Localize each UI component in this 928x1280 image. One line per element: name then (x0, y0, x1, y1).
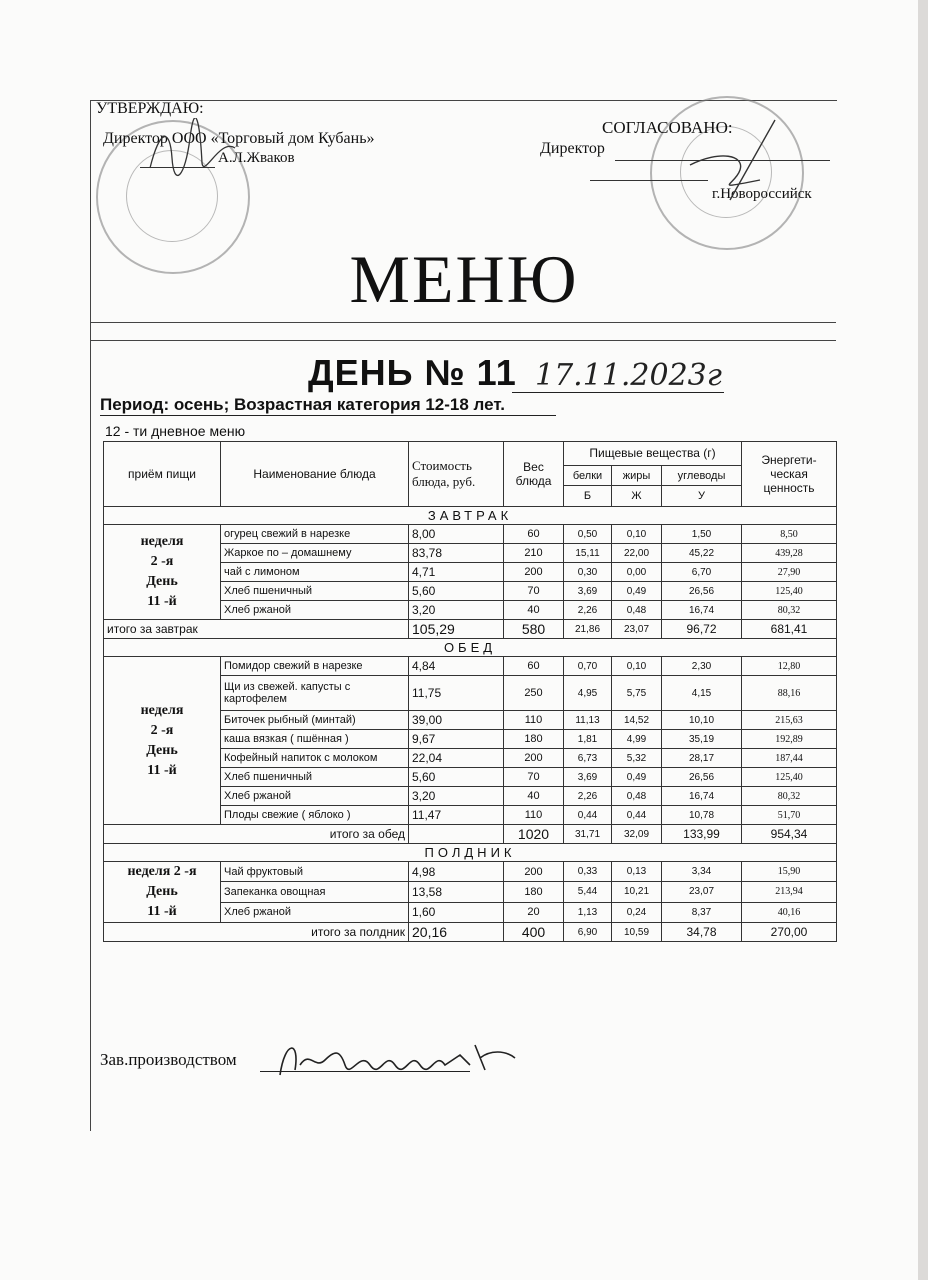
meal-line: неделя (140, 702, 184, 718)
col-weight: Вес блюда (504, 442, 564, 507)
table-row (104, 862, 837, 882)
approve-label: УТВЕРЖДАЮ: (96, 100, 204, 117)
dish-protein: 1,81 (564, 730, 612, 749)
dish-weight: 180 (504, 882, 564, 902)
dish-name: Хлеб ржаной (221, 787, 409, 806)
dish-carbs: 1,50 (662, 525, 742, 544)
meal-line: День (146, 742, 178, 758)
dish-cost: 11,47 (409, 806, 504, 825)
dish-cost: 4,84 (409, 657, 504, 676)
dish-fat: 10,21 (612, 882, 662, 902)
total-label: итого за обед (104, 825, 409, 844)
total-row (104, 620, 837, 639)
meal-line: 2 -я (150, 722, 174, 738)
col-energy: Энергети-ческая ценность (742, 442, 837, 507)
dish-cost: 8,00 (409, 525, 504, 544)
meal-line: 11 -й (147, 762, 177, 778)
dish-energy: 51,70 (742, 806, 837, 825)
page-edge-shadow (918, 0, 928, 1280)
dish-energy: 213,94 (742, 882, 837, 902)
total-row (104, 825, 837, 844)
total-cost (409, 825, 504, 844)
col-protein-short: Б (564, 486, 612, 507)
dish-energy: 88,16 (742, 676, 837, 711)
dish-carbs: 10,78 (662, 806, 742, 825)
dish-fat: 4,99 (612, 730, 662, 749)
total-carbs: 96,72 (662, 620, 742, 639)
total-carbs: 34,78 (662, 923, 742, 942)
dish-cost: 3,20 (409, 787, 504, 806)
col-carbs: углеводы (662, 465, 742, 486)
dish-carbs: 2,30 (662, 657, 742, 676)
dish-carbs: 28,17 (662, 749, 742, 768)
dish-carbs: 35,19 (662, 730, 742, 749)
dish-fat: 5,75 (612, 676, 662, 711)
signature-left (140, 118, 250, 188)
dish-cost: 5,60 (409, 768, 504, 787)
approve-name: А.Л.Жваков (218, 150, 295, 166)
dish-cost: 3,20 (409, 601, 504, 620)
day-label: ДЕНЬ № 11 (308, 352, 517, 393)
dish-weight: 110 (504, 806, 564, 825)
total-carbs: 133,99 (662, 825, 742, 844)
dish-protein: 6,73 (564, 749, 612, 768)
manager-signature (270, 1030, 530, 1090)
dish-fat: 0,49 (612, 768, 662, 787)
dish-name: каша вязкая ( пшённая ) (221, 730, 409, 749)
dish-carbs: 8,37 (662, 902, 742, 922)
meal-cell (104, 862, 221, 923)
table-row (104, 657, 837, 676)
dish-name: огурец свежий в нарезке (221, 525, 409, 544)
dish-fat: 0,48 (612, 787, 662, 806)
dish-protein: 0,33 (564, 862, 612, 882)
dish-protein: 2,26 (564, 601, 612, 620)
dish-name: Жаркое по – домашнему (221, 544, 409, 563)
dish-name: Кофейный напиток с молоком (221, 749, 409, 768)
dish-protein: 0,30 (564, 563, 612, 582)
total-energy: 681,41 (742, 620, 837, 639)
dish-cost: 39,00 (409, 711, 504, 730)
col-nutrients: Пищевые вещества (г) (564, 442, 742, 466)
dish-weight: 40 (504, 601, 564, 620)
page-title: МЕНЮ (349, 241, 579, 317)
meal-line: День (146, 884, 178, 899)
total-fat: 32,09 (612, 825, 662, 844)
dish-protein: 11,13 (564, 711, 612, 730)
dish-weight: 200 (504, 563, 564, 582)
dish-cost: 4,71 (409, 563, 504, 582)
dish-weight: 60 (504, 657, 564, 676)
dish-energy: 15,90 (742, 862, 837, 882)
dish-fat: 0,24 (612, 902, 662, 922)
dish-energy: 40,16 (742, 902, 837, 922)
agreed-city: г.Новороссийск (712, 186, 812, 202)
manager-label: Зав.производством (100, 1050, 237, 1069)
dish-name: Щи из свежей. капусты с картофелем (221, 676, 409, 711)
dish-fat: 14,52 (612, 711, 662, 730)
dish-name: Помидор свежий в нарезке (221, 657, 409, 676)
dish-name: Плоды свежие ( яблоко ) (221, 806, 409, 825)
dish-fat: 0,00 (612, 563, 662, 582)
dish-protein: 2,26 (564, 787, 612, 806)
dish-cost: 4,98 (409, 862, 504, 882)
dish-energy: 12,80 (742, 657, 837, 676)
dish-weight: 40 (504, 787, 564, 806)
section-title: ОБЕД (104, 639, 837, 657)
dish-energy: 125,40 (742, 768, 837, 787)
dish-carbs: 26,56 (662, 582, 742, 601)
meal-line: неделя (140, 534, 184, 549)
signature-right (650, 110, 790, 210)
dish-carbs: 45,22 (662, 544, 742, 563)
meal-cell (104, 525, 221, 620)
agreed-label: СОГЛАСОВАНО: (602, 118, 733, 137)
section-title: ЗАВТРАК (104, 507, 837, 525)
dish-fat: 5,32 (612, 749, 662, 768)
period-line: Период: осень; Возрастная категория 12-18 лет. (100, 395, 505, 414)
dish-fat: 0,49 (612, 582, 662, 601)
dish-name: Хлеб пшеничный (221, 768, 409, 787)
col-protein: белки (564, 465, 612, 486)
meal-line: День (146, 574, 178, 589)
dish-carbs: 6,70 (662, 563, 742, 582)
dish-weight: 210 (504, 544, 564, 563)
dish-weight: 20 (504, 902, 564, 922)
dish-carbs: 4,15 (662, 676, 742, 711)
dish-energy: 8,50 (742, 525, 837, 544)
dish-weight: 250 (504, 676, 564, 711)
dish-protein: 5,44 (564, 882, 612, 902)
total-weight: 1020 (504, 825, 564, 844)
dish-name: Хлеб ржаной (221, 902, 409, 922)
dish-protein: 3,69 (564, 582, 612, 601)
col-fat-short: Ж (612, 486, 662, 507)
meal-line: неделя 2 -я (127, 864, 197, 879)
dish-carbs: 10,10 (662, 711, 742, 730)
dish-weight: 70 (504, 582, 564, 601)
dish-energy: 439,28 (742, 544, 837, 563)
dish-weight: 200 (504, 749, 564, 768)
col-meal: приём пищи (104, 442, 221, 507)
dish-name: Чай фруктовый (221, 862, 409, 882)
dish-energy: 215,63 (742, 711, 837, 730)
date-handwritten: 17.11.2023г (535, 358, 722, 393)
total-row (104, 923, 837, 942)
dish-cost: 22,04 (409, 749, 504, 768)
col-fat: жиры (612, 465, 662, 486)
section-title: ПОЛДНИК (104, 844, 837, 862)
total-weight: 400 (504, 923, 564, 942)
meal-line: 11 -й (147, 904, 177, 919)
menu-type: 12 - ти дневное меню (105, 423, 246, 439)
approve-position: Директор ООО «Торговый дом Кубань» (103, 130, 375, 147)
dish-cost: 5,60 (409, 582, 504, 601)
dish-weight: 110 (504, 711, 564, 730)
dish-carbs: 16,74 (662, 787, 742, 806)
menu-table (103, 441, 837, 942)
table-row (104, 525, 837, 544)
dish-weight: 180 (504, 730, 564, 749)
dish-protein: 4,95 (564, 676, 612, 711)
dish-protein: 1,13 (564, 902, 612, 922)
col-carbs-short: У (662, 486, 742, 507)
total-protein: 21,86 (564, 620, 612, 639)
dish-energy: 187,44 (742, 749, 837, 768)
total-fat: 10,59 (612, 923, 662, 942)
dish-protein: 15,11 (564, 544, 612, 563)
dish-fat: 22,00 (612, 544, 662, 563)
total-energy: 270,00 (742, 923, 837, 942)
dish-energy: 80,32 (742, 787, 837, 806)
dish-cost: 13,58 (409, 882, 504, 902)
dish-cost: 11,75 (409, 676, 504, 711)
dish-cost: 83,78 (409, 544, 504, 563)
dish-fat: 0,10 (612, 525, 662, 544)
dish-weight: 200 (504, 862, 564, 882)
meal-cell (104, 657, 221, 825)
dish-energy: 192,89 (742, 730, 837, 749)
dish-carbs: 26,56 (662, 768, 742, 787)
total-protein: 31,71 (564, 825, 612, 844)
dish-name: Хлеб пшеничный (221, 582, 409, 601)
dish-fat: 0,44 (612, 806, 662, 825)
dish-fat: 0,10 (612, 657, 662, 676)
meal-line: 11 -й (147, 594, 177, 609)
dish-cost: 1,60 (409, 902, 504, 922)
dish-weight: 60 (504, 525, 564, 544)
dish-carbs: 3,34 (662, 862, 742, 882)
total-weight: 580 (504, 620, 564, 639)
dish-protein: 3,69 (564, 768, 612, 787)
total-energy: 954,34 (742, 825, 837, 844)
total-cost: 105,29 (409, 620, 504, 639)
dish-protein: 0,44 (564, 806, 612, 825)
dish-name: Биточек рыбный (минтай) (221, 711, 409, 730)
total-label: итого за завтрак (104, 620, 409, 639)
total-protein: 6,90 (564, 923, 612, 942)
dish-energy: 125,40 (742, 582, 837, 601)
col-cost: Стоимость блюда, руб. (409, 442, 504, 507)
dish-fat: 0,48 (612, 601, 662, 620)
dish-name: чай с лимоном (221, 563, 409, 582)
meal-line: 2 -я (150, 554, 174, 569)
total-cost: 20,16 (409, 923, 504, 942)
total-label: итого за полдник (104, 923, 409, 942)
dish-protein: 0,70 (564, 657, 612, 676)
dish-energy: 80,32 (742, 601, 837, 620)
dish-energy: 27,90 (742, 563, 837, 582)
dish-weight: 70 (504, 768, 564, 787)
dish-carbs: 16,74 (662, 601, 742, 620)
dish-name: Хлеб ржаной (221, 601, 409, 620)
total-fat: 23,07 (612, 620, 662, 639)
dish-name: Запеканка овощная (221, 882, 409, 902)
dish-fat: 0,13 (612, 862, 662, 882)
dish-carbs: 23,07 (662, 882, 742, 902)
dish-protein: 0,50 (564, 525, 612, 544)
col-dish: Наименование блюда (221, 442, 409, 507)
dish-cost: 9,67 (409, 730, 504, 749)
agreed-position: Директор (540, 140, 605, 157)
